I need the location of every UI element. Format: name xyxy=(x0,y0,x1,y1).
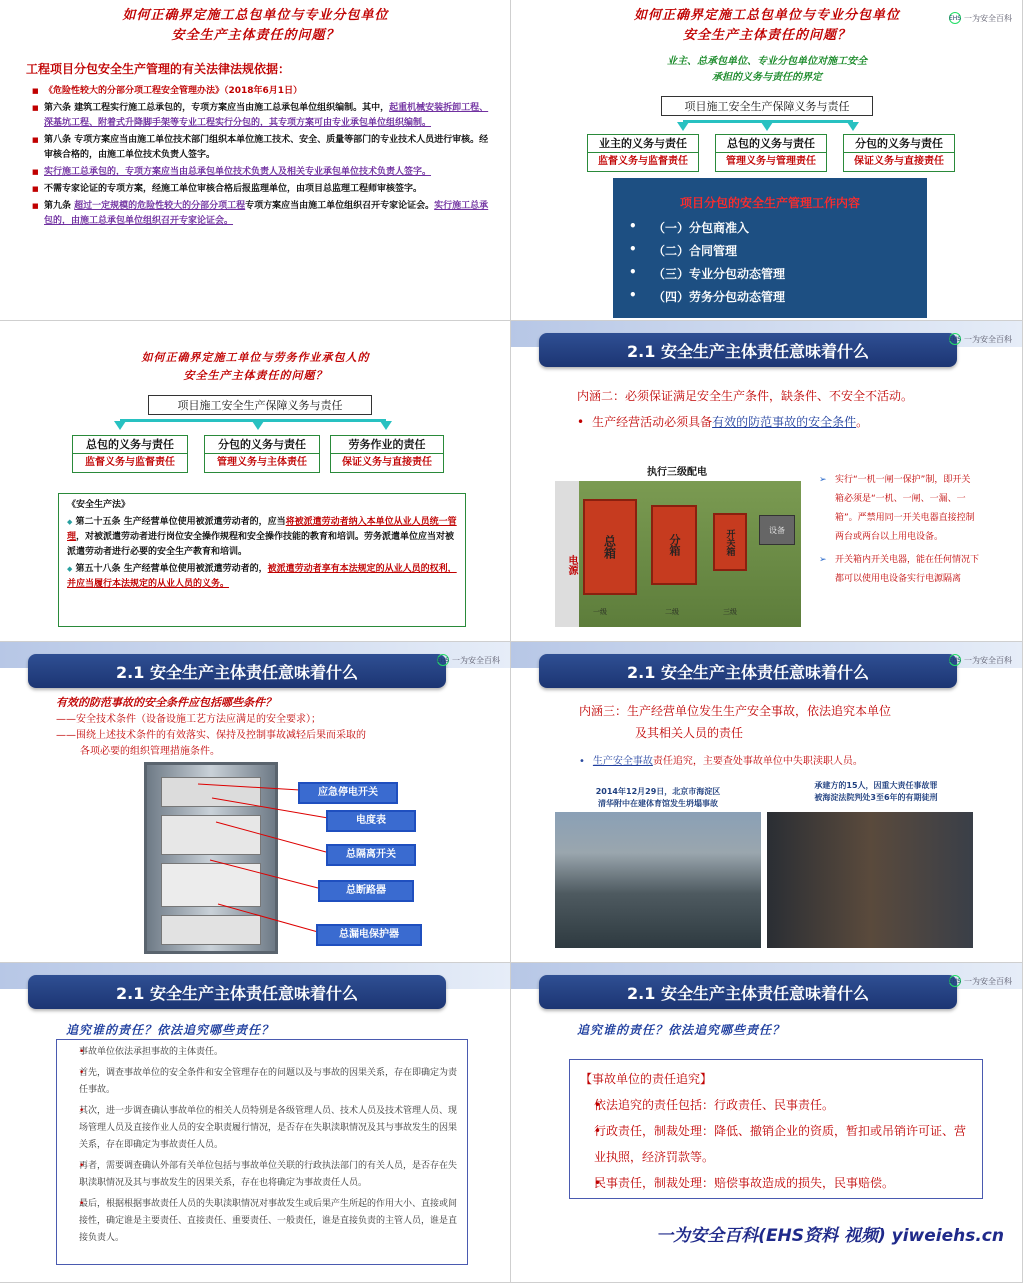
slide-4-banner: 2.1 安全生产主体责任意味着什么 xyxy=(539,333,957,367)
slide-6-banner: 2.1 安全生产主体责任意味着什么 xyxy=(539,654,957,688)
arrow-icon xyxy=(114,421,126,430)
rcd-label: 总漏电保护器 xyxy=(316,924,422,946)
slide-1-body xyxy=(32,84,494,229)
arrow-icon xyxy=(761,122,773,131)
panel-item: • （三）专业分包动态管理 xyxy=(629,265,786,281)
footer-watermark: 一为安全百科(EHS资料 视频) yiweiehs.cn xyxy=(656,1226,1004,1246)
article-8: ■ 第八条 专项方案应当由施工单位技术部门组织本单位施工技术、安全、质量等部门的专业技术人员进行审核。经审核合格的，由施工单位技术负责人签字。 xyxy=(32,133,494,163)
slide-6-bullet: • 生产安全事故责任追究，主要查处事故单位中失职渎职人员。 xyxy=(579,756,863,767)
root-box: 项目施工安全生产保障义务与责任 xyxy=(148,395,372,415)
emergency-switch-label: 应急停电开关 xyxy=(298,782,398,804)
slide-2-subtitle: 业主、总承包单位、专业分包单位对施工安全 承担的义务与责任的界定 xyxy=(667,56,867,83)
slide-1-title: 如何正确界定施工总包单位与专业分包单位 安全生产主体责任的问题？ xyxy=(122,8,389,43)
panel-title: 项目分包的安全生产管理工作内容 xyxy=(679,196,860,210)
logo: EHS 一为安全百科 xyxy=(948,655,1012,665)
ehs-logo-icon: EHS xyxy=(949,333,961,345)
slide-3 xyxy=(0,321,511,642)
photo-caption-2: 承建方的15人，因重大责任事故罪 被海淀法院判处3至6年的有期徒刑 xyxy=(814,781,938,802)
isolation-switch-label: 总隔离开关 xyxy=(326,844,416,866)
arrow-icon xyxy=(252,421,264,430)
general-contractor-box: 总包的义务与责任 管理义务与管理责任 xyxy=(715,134,827,172)
owner-box: 业主的义务与责任 监督义务与监督责任 xyxy=(587,134,699,172)
labor-box: 劳务作业的责任 保证义务与直接责任 xyxy=(330,435,444,473)
root-box: 项目施工安全生产保障义务与责任 xyxy=(661,96,873,116)
slide-7-list: • 事故单位依法承担事故的主体责任。 • 首先，调查事故单位的安全条件和安全管理存在的问题以及与事故的因果关系，存在即确定为责任事故。 • 其次，进一步调查确认事故单位的相关人员特别是各级管理人员、技术人员及技术管理人员、现场管理人员及直接作业人员的安全职责履行情况，是否存在失职渎职情况及其与事故发生的因果关系，存在即确定为事故责任人员。 • 再者，需要调查确认外部有关单位包括与事故单位关联的行政执法部门的有关人员，是否存在失职渎职情况及其与事故发生的因果关系，存在也将确定为事故责任人员。 • 最后，根据根据事故责任人员的失职渎职情况对事故发生或后果产生所起的作用大小、直接或间接性，确定谁是主要责任、直接责任、重要责任、一般责任，谁是直接负责的主管人员，谁是直接负责人。 xyxy=(56,1039,468,1265)
law-box: 《安全生产法》 ◆ 第二十五条 生产经营单位使用被派遣劳动者的，应当将被派遣劳动者纳入本单位从业人员统一管理，对被派遣劳动者进行岗位安全操作规程和安全操作技能的教育和培训。劳务派遣单位应当对被派遣劳动者进行必要的安全生产教育和培训。 ◆ 第五十八条 生产经营单位使用被派遣劳动者的，被派遣劳动者享有本法规定的从业人员的权利，并应当履行本法规定的从业人员的义务。 xyxy=(58,493,466,627)
court-photo xyxy=(767,812,973,948)
panel-item: • （一）分包商准入 xyxy=(629,219,750,235)
logo: EHS 一为安全百科 xyxy=(948,334,1012,344)
logo: EHS 一为安全百科 xyxy=(436,655,500,665)
slide-7-question: 追究谁的责任？依法追究哪些责任？ xyxy=(66,1023,275,1037)
slide-8 xyxy=(511,963,1023,1283)
slide-2 xyxy=(511,0,1023,321)
slide-4 xyxy=(511,321,1023,642)
doc-title: ■ 《危险性较大的分部分项工程安全管理办法》（2018年6月1日） xyxy=(32,84,494,99)
arrow-icon xyxy=(847,122,859,131)
article-6: ■ 第六条 建筑工程实行施工总承包的，专项方案应当由施工总承包单位组织编制。其中，起重机械安装拆卸工程、深基坑工程、附着式升降脚手架等专业工程实行分包的，其专项方案可由专业承包单位组织编制。 xyxy=(32,101,494,131)
slide-3-title: 如何正确界定施工单位与劳务作业承包人的 安全生产主体责任的问题？ xyxy=(141,351,370,382)
slide-5-conditions: ——安全技术条件（设备设施工艺方法应满足的安全要求）； ——围绕上述技术条件的有效落实、保持及控制事故减轻后果而采取的 各项必要的组织管理措施条件。 xyxy=(56,714,366,757)
article-58: ◆ 第五十八条 生产经营单位使用被派遣劳动者的，被派遣劳动者享有本法规定的从业人员的权利，并应当履行本法规定的从业人员的义务。 xyxy=(67,562,457,592)
slide-8-list: 【事故单位的责任追究】 • 依法追究的责任包括：行政责任、民事责任。 • 行政责任，制裁处理：降低、撤销企业的资质，暂扣或吊销许可证、营业执照，经济罚款等。 • 民事责任，制裁处理：赔偿事故造成的损失，民事赔偿。 xyxy=(569,1059,983,1199)
photo-caption: 执行三级配电 xyxy=(647,467,707,478)
arrow-icon xyxy=(677,122,689,131)
subcontractor-box: 分包的义务与责任 管理义务与主体责任 xyxy=(204,435,320,473)
slide-6-heading: 内涵三：生产经营单位发生生产安全事故，依法追究本单位 及其相关人员的责任 xyxy=(579,704,892,740)
general-contractor-box: 总包的义务与责任 监督义务与监督责任 xyxy=(72,435,188,473)
panel-item: • （四）劳务分包动态管理 xyxy=(629,288,786,304)
slide-8-banner: 2.1 安全生产主体责任意味着什么 xyxy=(539,975,957,1009)
slide-5-banner: 2.1 安全生产主体责任意味着什么 xyxy=(28,654,446,688)
slide-6 xyxy=(511,642,1023,963)
collapse-site-photo xyxy=(555,812,761,948)
slide-2-title: 如何正确界定施工总包单位与专业分包单位 安全生产主体责任的问题？ xyxy=(633,8,900,43)
logo: EHS 一为安全百科 xyxy=(948,976,1012,986)
breaker-label: 总断路器 xyxy=(318,880,414,902)
distribution-photo: 电源 总箱 分箱 开关箱 设备 一级 二级 三级 xyxy=(555,481,801,627)
slide-4-notes: ➢ 实行“一机一闸一保护”制，即开关箱必须是“一机、一闸、一漏、一箱”。严禁用同一开关电器直接控制两台或两台以上用电设备。 ➢ 开关箱内开关电器，能在任何情况下都可以使用电设备实行电源隔离 xyxy=(819,475,980,584)
subcontractor-box: 分包的义务与责任 保证义务与直接责任 xyxy=(843,134,955,172)
slide-4-line1: 内涵二：必须保证满足安全生产条件，缺条件、不安全不活动。 xyxy=(577,389,914,403)
slide-5-question: 有效的防范事故的安全条件应包括哪些条件？ xyxy=(56,696,276,709)
slide-7-banner: 2.1 安全生产主体责任意味着什么 xyxy=(28,975,446,1009)
pointer-lines xyxy=(0,642,511,963)
slide-7 xyxy=(0,963,511,1283)
ehs-logo-icon: EHS xyxy=(949,12,961,24)
article-9: ■ 第九条 超过一定规模的危险性较大的分部分项工程专项方案应当由施工单位组织召开专家论证会。实行施工总承包的，由施工总承包单位组织召开专家论证会。 xyxy=(32,199,494,229)
panel-item: • （二）合同管理 xyxy=(629,242,738,258)
slide-1-heading: 工程项目分包安全生产管理的有关法律法规依据： xyxy=(26,62,291,76)
ehs-logo-icon: EHS xyxy=(949,654,961,666)
content-panel xyxy=(613,178,927,318)
ehs-logo-icon: EHS xyxy=(437,654,449,666)
photo-caption-1: 2014年12月29日，北京市海淀区 清华附中在建体育馆发生坍塌事故 xyxy=(595,787,721,808)
ehs-logo-icon: EHS xyxy=(949,975,961,987)
arrow-icon xyxy=(380,421,392,430)
slide-5 xyxy=(0,642,511,963)
slide-4-line2: • 生产经营活动必须具备有效的防范事故的安全条件。 xyxy=(577,415,869,429)
article-8-note-2: ■ 不需专家论证的专项方案，经施工单位审核合格后报监理单位，由项目总监理工程师审核签字。 xyxy=(32,182,494,197)
meter-label: 电度表 xyxy=(326,810,416,832)
slide-1 xyxy=(0,0,511,321)
article-8-note: ■ 实行施工总承包的，专项方案应当由总承包单位技术负责人及相关专业承包单位技术负责人签字。 xyxy=(32,165,494,180)
logo: EHS 一为安全百科 xyxy=(948,13,1012,23)
article-25: ◆ 第二十五条 生产经营单位使用被派遣劳动者的，应当将被派遣劳动者纳入本单位从业人员统一管理，对被派遣劳动者进行岗位安全操作规程和安全操作技能的教育和培训。劳务派遣单位应当对被派遣劳动者进行必要的安全生产教育和培训。 xyxy=(67,515,457,560)
slide-8-question: 追究谁的责任？依法追究哪些责任？ xyxy=(577,1023,786,1037)
